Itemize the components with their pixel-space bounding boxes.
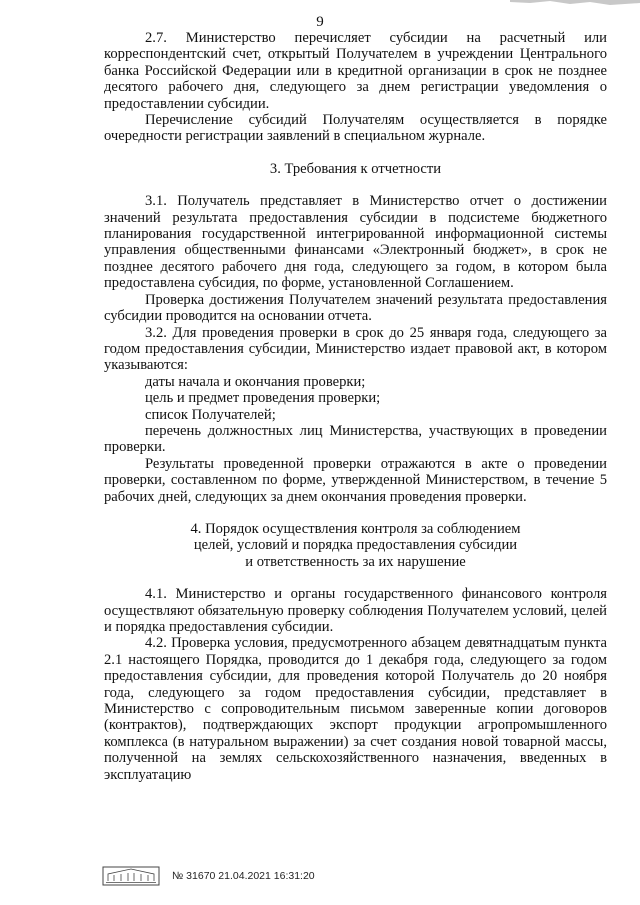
section-4-heading-line: целей, условий и порядка предоставления субсидии — [193, 537, 518, 554]
paragraph-4-1: 4.1. Министерство и органы государственного финансового контроля осуществляют обязательную проверку соблюдения Получателем условий, целей и порядка предоставления субсидии. — [104, 586, 607, 635]
registration-stamp: № 31670 21.04.2021 16:31:20 — [172, 870, 315, 882]
list-item: список Получателей; — [145, 406, 276, 423]
page-number: 9 — [316, 14, 324, 30]
paragraph-3-2-result: Результаты проведенной проверки отражаются в акте о проведении проверки, составленном по форме, утвержденной Министерством, в течение 5 рабочих дней, следующих за днем окончания проведения проверки. — [104, 455, 607, 505]
paragraph-3-2: 3.2. Для проведения проверки в срок до 25 января года, следующего за годом предоставления субсидии, Министерство издает правовой акт, в котором указываются: — [104, 324, 607, 374]
list-item: даты начала и окончания проверки; — [145, 373, 366, 390]
building-seal-icon — [102, 866, 160, 886]
scan-edge-artifact — [510, 0, 640, 10]
section-4-heading-line: и ответственность за их нарушение — [245, 553, 466, 570]
paragraph-3-1: 3.1. Получатель представляет в Министерство отчет о достижении значений результата предоставления субсидии в подсистеме бюджетного планирования государственной интегрированной информационной системы управления общественными финансами «Электронный бюджет», в срок не позднее десятого рабочего дня года, следующего за годом, в котором была предоставлена субсидия, по форме, установленной Соглашением. — [104, 193, 607, 292]
list-item: цель и предмет проведения проверки; — [145, 390, 381, 407]
paragraph-2-7: 2.7. Министерство перечисляет субсидии на расчетный или корреспондентский счет, открытый Получателем в учреждении Центрального банка Российской Федерации или в кредитной организации в срок не позднее десятого рабочего дня, следующего за днем регистрации уведомления о предоставлении субсидии. — [104, 30, 607, 112]
document-body — [104, 30, 607, 783]
list-item-officials: перечень должностных лиц Министерства, участвующих в проведении проверки. — [104, 422, 607, 456]
paragraph-3-1-check: Проверка достижения Получателем значений результата предоставления субсидии проводится на основании отчета. — [104, 291, 607, 325]
paragraph-4-2: 4.2. Проверка условия, предусмотренного абзацем девятнадцатым пункта 2.1 настоящего Порядка, проводится до 1 декабря года, следующего за годом предоставления субсидии, для проведения которой Получатель до 20 ноября года, следующего за годом предоставления субсидии, представляет в Министерство с сопроводительным письмом заверенные копии договоров (контрактов), подтверждающих экспорт продукции агропромышленного комплекса (в натуральном выражении) за счет создания новой товарной массы, полученной на землях сельскохозяйственного назначения, введенных в эксплуатацию — [104, 635, 607, 783]
section-4-heading-line: 4. Порядок осуществления контроля за соблюдением — [190, 520, 521, 537]
section-3-heading: 3. Требования к отчетности — [269, 160, 442, 177]
registration-footer — [102, 866, 315, 886]
paragraph-2-7-transfer: Перечисление субсидий Получателям осуществляется в порядке очередности регистрации заявлений в специальном журнале. — [104, 112, 607, 145]
